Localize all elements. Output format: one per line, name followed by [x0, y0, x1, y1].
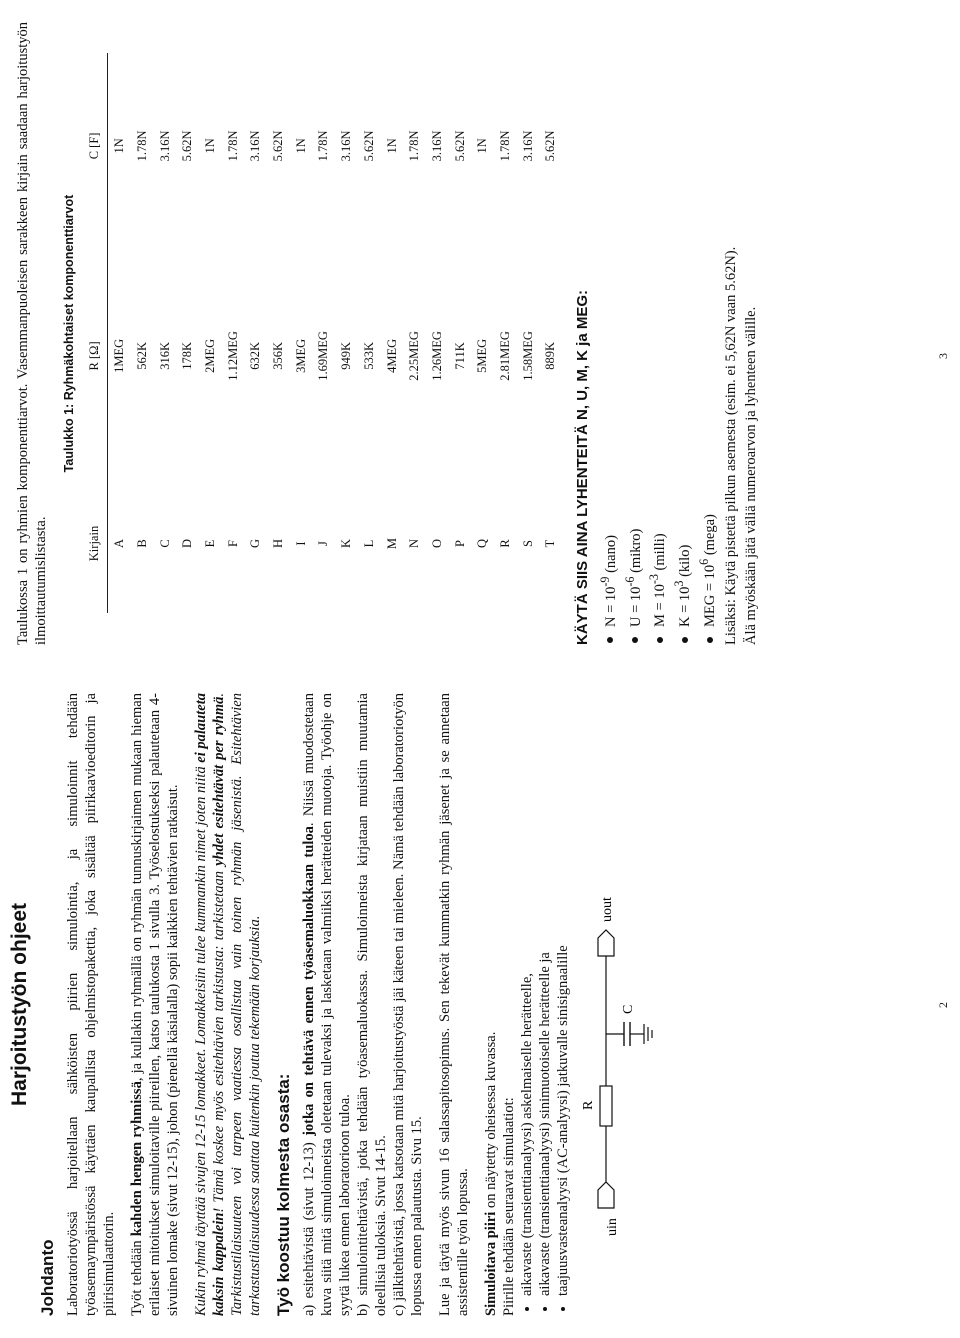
- table-cell: 3.16N: [248, 130, 263, 162]
- part-b: b) simulointitehtävistä, jotka tehdään työasemaluokassa. Simuloinneista kirjataan muistiin muutamia oleellisia tuloksia. Sivut 14-15.: [355, 693, 389, 1316]
- table-cell: 2MEG: [203, 338, 218, 373]
- table-cell: N: [407, 538, 422, 549]
- table-intro-paragraph: Taulukossa 1 on ryhmien komponenttiarvot. Vasemmanpuoleisen sarakkeen kirjain saadaan harjoitustyön ilmoittautumislistasta.: [15, 22, 49, 645]
- prefix-exponent: -3: [647, 574, 662, 585]
- intro-paragraph: Laboratoriotyössä harjoitellaan sähköisten piirien simulointia, ja simuloinnit tehdään työasemaympäristössä käyttäen kaupallista ohjelmistopakettia, joka sisältää piirikaavioeditorin ja piirisimulaattorin.: [65, 693, 117, 1316]
- table-row: [131, 54, 154, 614]
- table-cell: 533K: [361, 342, 376, 370]
- table-cell: 3.16N: [157, 130, 172, 162]
- table-row: [199, 54, 222, 614]
- rc-circuit-diagram: [578, 836, 662, 1256]
- table-cell: 1.58MEG: [520, 331, 535, 381]
- table-row: [244, 54, 267, 614]
- table-cell: K: [339, 538, 354, 549]
- table-cell: 316K: [157, 342, 172, 370]
- table-cell: 711K: [452, 342, 467, 370]
- table-row: [108, 54, 131, 614]
- text-run: a) esitehtävistä (sivut 12-13): [301, 1135, 317, 1316]
- table-cell: F: [225, 540, 240, 547]
- list-item: • taajuusvasteanalyysi (AC-analyysi) jatkuvalle sinisignaalille: [554, 693, 572, 1296]
- table-row: [176, 54, 199, 614]
- table-row: [516, 54, 539, 614]
- table-cell: I: [293, 541, 308, 546]
- page-2: [0, 669, 960, 1338]
- table-row: [358, 54, 381, 614]
- table-cell: 5.62N: [361, 130, 376, 162]
- table-body: [108, 54, 562, 614]
- sims-intro: Piirille tehdään seuraavat simulaatiot:: [501, 1097, 517, 1316]
- table-cell: 3MEG: [293, 338, 308, 373]
- table-cell: T: [543, 539, 558, 548]
- table-cell: 1N: [293, 138, 308, 154]
- prefix-exponent: 3: [672, 580, 687, 587]
- table-header-row: [82, 54, 108, 614]
- column-header: R [Ω]: [82, 238, 108, 473]
- bullet-icon: [632, 637, 638, 643]
- uout-label: uout: [600, 897, 615, 922]
- bold-run: Simuloitava piiri: [483, 1211, 499, 1316]
- prefix-exponent: 6: [697, 558, 712, 565]
- table-cell: 949K: [339, 342, 354, 370]
- table-cell: D: [180, 538, 195, 549]
- table-cell: 5.62N: [271, 130, 286, 162]
- list-item: [645, 22, 670, 645]
- text-run: on näytetty oheisessa kuvassa.: [483, 1031, 499, 1212]
- table-row: [221, 54, 244, 614]
- text-run: . Tarkistustilaisuuteen voi tarpeen vaatiessa osallistua vain toinen ryhmän jäsenistä. Esitehtävien tarkastustilaisuudessa saattaa kuitenkin joutua tekemään korjauksia.: [211, 693, 263, 1316]
- table-row: [403, 54, 426, 614]
- uin-label: uin: [605, 1218, 620, 1236]
- list-item: • aikavaste (transienttianalyysi) sinimuotoiselle herätteelle ja: [536, 693, 554, 1296]
- resistor-icon: [600, 1086, 612, 1126]
- sims-list: [518, 693, 572, 1316]
- prefix-base: M = 10: [652, 584, 669, 627]
- table-row: [335, 54, 358, 614]
- table-cell: G: [248, 538, 263, 549]
- table-cell: 1.78N: [225, 130, 240, 162]
- page-number: 3: [936, 353, 950, 359]
- column-header: Kirjain: [82, 474, 108, 614]
- part-c: c) jälkitehtävistä, jossa katsotaan mitä harjoitustyöstä jäi käteen tai mieleen. Nämä tehdään laboratoriotyön lopussa ennen palautusta. Sivu 15.: [391, 693, 425, 1316]
- intro-heading: Johdanto: [38, 1239, 57, 1316]
- note-no-space: Älä myöskään jätä väliä numeroarvon ja lyhenteen välille.: [742, 306, 759, 645]
- table-row: [380, 54, 403, 614]
- table-cell: E: [203, 539, 218, 548]
- table-row: [312, 54, 335, 614]
- bullet-icon: [657, 637, 663, 643]
- column-header: C [F]: [82, 54, 108, 239]
- parts-heading: Työ koostuu kolmesta osasta:: [274, 1073, 293, 1316]
- italic-paragraph: [192, 693, 264, 1316]
- table-cell: 5.62N: [543, 130, 558, 162]
- table-cell: 1.78N: [407, 130, 422, 162]
- text-run: . Niissä muodostetaan kuva siitä mitä simuloinneista oletetaan tulevaksi ja lasketaan valmiiksi herätteiden muotoja. Työohje on syytä lukea ennen laboratorioon tuloa.: [301, 693, 353, 1316]
- table-cell: 2.25MEG: [407, 331, 422, 381]
- prefix-list: [596, 22, 720, 645]
- table-row: [426, 54, 449, 614]
- list-item: [596, 22, 621, 645]
- table-cell: Q: [475, 538, 490, 549]
- table-cell: 4MEG: [384, 338, 399, 373]
- bold-run: jotka on tehtävä ennen työasemaluokkaan tuloa: [301, 826, 317, 1136]
- table-row: [448, 54, 471, 614]
- prefix-heading: KÄYTÄ SIIS AINA LYHENTEITÄ N, U, M, K ja MEG:: [573, 289, 591, 645]
- resistor-label: R: [581, 1100, 596, 1110]
- note-decimal-point: Lisäksi: Käytä pistettä pilkun asemesta (esim. ei 5,62N vaan 5.62N).: [722, 246, 739, 645]
- capacitor-label: C: [621, 1004, 636, 1014]
- list-item: [695, 22, 720, 645]
- prefix-name: (nano): [602, 535, 619, 577]
- bold-run: yhdet esitehtävät per ryhmä: [211, 696, 227, 866]
- table-cell: 5.62N: [452, 130, 467, 162]
- table-cell: 1MEG: [112, 338, 127, 373]
- input-port-icon: [598, 1182, 614, 1208]
- read-also-paragraph: Lue ja täytä myös sivun 16 salassapitosopimus. Sen tekevät kummatkin ryhmän jäsenet ja se annetaan assistentille työn lopussa.: [437, 693, 471, 1316]
- table-cell: 356K: [271, 342, 286, 370]
- table-caption: Taulukko 1: Ryhmäkohtaiset komponenttiarvot: [62, 194, 76, 473]
- table-cell: 178K: [180, 342, 195, 370]
- list-item: [670, 22, 695, 645]
- table-cell: 1.78N: [134, 130, 149, 162]
- table-cell: L: [361, 539, 376, 548]
- table-cell: 1.26MEG: [429, 331, 444, 381]
- table-cell: S: [520, 540, 535, 547]
- prefix-base: K = 10: [677, 586, 694, 627]
- table-cell: 5MEG: [475, 338, 490, 373]
- component-table: [82, 54, 562, 614]
- bullet-icon: [707, 637, 713, 643]
- list-item: [621, 22, 646, 645]
- table-cell: M: [384, 537, 399, 550]
- text-run: Kukin ryhmä täyttää sivujen 12-15 lomakkeet. Lomakkeisiin tulee kummankin nimet joten niitä: [193, 762, 209, 1316]
- table-cell: 1N: [475, 138, 490, 154]
- circuit-intro: [482, 693, 500, 1316]
- table-cell: 1N: [203, 138, 218, 154]
- table-row: [290, 54, 313, 614]
- table-row: [494, 54, 517, 614]
- part-a: [300, 693, 354, 1316]
- groups-paragraph: [128, 693, 182, 1316]
- table-row: [267, 54, 290, 614]
- table-cell: 3.16N: [520, 130, 535, 162]
- table-cell: R: [497, 539, 512, 548]
- prefix-name: (kilo): [677, 544, 694, 581]
- table-cell: P: [452, 540, 467, 547]
- table-cell: 1.69MEG: [316, 331, 331, 381]
- text-run: ! Tämä koskee myös esitehtävien tarkistusta: tarkistetaan: [211, 865, 227, 1213]
- page-title: Harjoitustyön ohjeet: [8, 902, 31, 1107]
- table-cell: 3.16N: [429, 130, 444, 162]
- table-cell: 632K: [248, 342, 263, 370]
- table-cell: 1.12MEG: [225, 331, 240, 381]
- table-cell: 1.78N: [497, 130, 512, 162]
- table-cell: H: [271, 538, 286, 549]
- bullet-icon: [607, 637, 613, 643]
- table-cell: J: [316, 541, 331, 546]
- text-run: , ja kullakin ryhmällä on ryhmän tunnuskirjaimen mukaan hieman erilaiset mitoitukset simuloitaville piireillen, katso taulukosta 1 sivulla 3. Työselostukseksi palautetaan 4-sivuinen lomake (sivut 12-15), johon (pienellä käsialalla) sopii kaikkien tehtävien ratkaisut.: [129, 693, 181, 1316]
- table-cell: 1N: [384, 138, 399, 154]
- prefix-name: (milli): [652, 533, 669, 575]
- bold-run: ei palauteta kaksin kappalein: [193, 693, 227, 1316]
- bullet-icon: [682, 637, 688, 643]
- table-cell: 1N: [112, 138, 127, 154]
- prefix-name: (mikro): [627, 528, 644, 577]
- page-number: 2: [936, 1002, 950, 1008]
- table-cell: 1.78N: [316, 130, 331, 162]
- prefix-name: (mega): [701, 514, 718, 559]
- output-port-icon: [598, 930, 614, 956]
- table-cell: C: [157, 539, 172, 548]
- bold-run: kahden hengen ryhmissä: [129, 1081, 145, 1237]
- text-run: Työt tehdään: [129, 1236, 145, 1316]
- table-cell: 5.62N: [180, 130, 195, 162]
- table-row: [539, 54, 562, 614]
- table-cell: A: [112, 538, 127, 549]
- table-cell: 3.16N: [339, 130, 354, 162]
- table-row: [153, 54, 176, 614]
- table-row: [471, 54, 494, 614]
- prefix-base: MEG = 10: [701, 564, 718, 627]
- prefix-base: U = 10: [627, 586, 644, 627]
- prefix-exponent: -9: [597, 576, 612, 587]
- table-cell: 562K: [134, 342, 149, 370]
- prefix-exponent: -6: [622, 576, 637, 587]
- table-cell: 2.81MEG: [497, 331, 512, 381]
- table-cell: O: [429, 538, 444, 549]
- list-item: • aikavaste (transienttianalyysi) askelmaiselle herätteelle,: [518, 693, 536, 1296]
- table-cell: 889K: [543, 342, 558, 370]
- prefix-base: N = 10: [602, 586, 619, 627]
- table-cell: B: [134, 539, 149, 548]
